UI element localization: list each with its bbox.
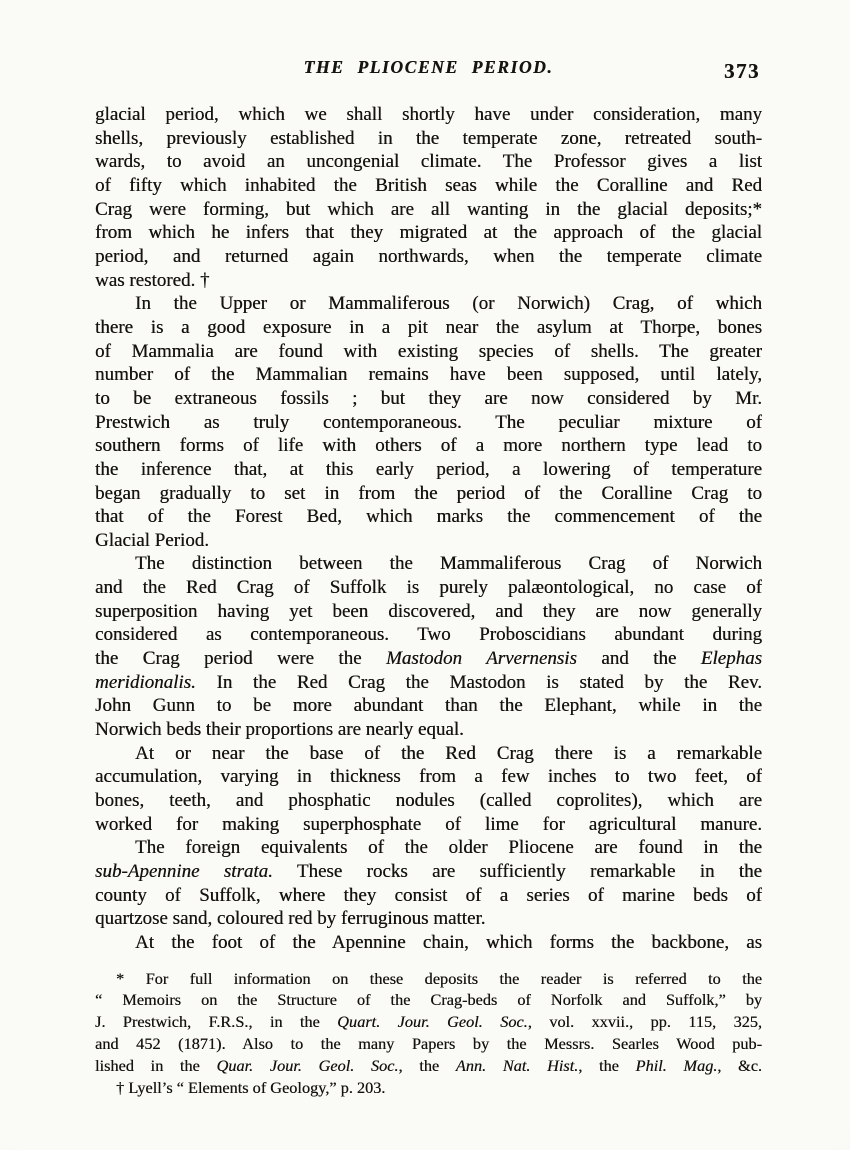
text-segment: southern forms of life with others of a more northern type lead to xyxy=(95,435,762,457)
text-line xyxy=(95,968,762,990)
text-line xyxy=(95,552,762,576)
paragraph xyxy=(95,931,762,955)
text-segment: shells, previously established in the temperate zone, retreated south- xyxy=(95,127,762,149)
text-line xyxy=(95,458,762,482)
text-segment: Crag were forming, but which are all wanting in the glacial deposits;* xyxy=(95,198,762,220)
text-line xyxy=(95,1033,762,1055)
text-segment: there is a good exposure in a pit near the asylum at Thorpe, bones xyxy=(95,316,762,338)
text-segment: number of the Mammalian remains have been supposed, until lately, xyxy=(95,364,762,386)
text-segment: was restored. † xyxy=(95,269,210,291)
italic-text-segment: Mastodon Arvernensis xyxy=(385,648,577,670)
text-line xyxy=(95,103,762,127)
page-header xyxy=(95,57,762,83)
text-segment: Glacial Period. xyxy=(95,529,209,551)
text-line xyxy=(95,198,762,222)
text-segment: quartzose sand, coloured red by ferruginous matter. xyxy=(95,908,486,930)
paragraph xyxy=(95,103,762,292)
text-line xyxy=(95,789,762,813)
text-line xyxy=(95,529,762,553)
paragraph xyxy=(95,552,762,741)
page-number: 373 xyxy=(724,59,760,83)
text-segment: , the xyxy=(578,1055,636,1075)
text-segment: to be extraneous fossils ; but they are now considered by Mr. xyxy=(95,387,762,409)
text-segment: bones, teeth, and phosphatic nodules (called coprolites), which are xyxy=(95,790,762,812)
text-segment: of fifty which inhabited the British seas while the Coralline and Red xyxy=(95,174,762,196)
text-segment: , vol. xxvii., pp. 115, 325, xyxy=(527,1012,762,1032)
text-segment: Norwich beds their proportions are nearly equal. xyxy=(95,719,464,741)
text-line xyxy=(95,860,762,884)
text-segment: began gradually to set in from the period of the Coralline Crag to xyxy=(95,482,762,504)
text-line xyxy=(95,174,762,198)
text-line xyxy=(95,765,762,789)
text-segment: and 452 (1871). Also to the many Papers by the Messrs. Searles Wood pub- xyxy=(95,1034,762,1054)
text-line xyxy=(95,907,762,931)
text-line xyxy=(95,694,762,718)
text-line xyxy=(95,340,762,364)
italic-text-segment: meridionalis. xyxy=(95,671,196,693)
footnotes xyxy=(95,968,762,1099)
text-line xyxy=(95,505,762,529)
page-body xyxy=(95,103,762,955)
text-line xyxy=(95,623,762,647)
text-line xyxy=(95,884,762,908)
text-line xyxy=(95,576,762,600)
text-segment: and the xyxy=(576,648,701,670)
text-segment: lished in the xyxy=(95,1055,217,1075)
text-line xyxy=(95,931,762,955)
text-line xyxy=(95,482,762,506)
paragraph xyxy=(95,742,762,837)
italic-text-segment: Quar. Jour. Geol. Soc. xyxy=(216,1055,399,1075)
text-segment: The distinction between the Mammaliferous Crag of Norwich xyxy=(135,553,762,575)
text-line xyxy=(95,671,762,695)
text-segment: accumulation, varying in thickness from a few inches to two feet, of xyxy=(95,766,762,788)
text-segment: “ Memoirs on the Structure of the Crag-beds of Norfolk and Suffolk,” by xyxy=(95,990,762,1010)
italic-text-segment: Phil. Mag. xyxy=(635,1055,718,1075)
italic-text-segment: Quart. Jour. Geol. Soc. xyxy=(337,1012,528,1032)
text-line xyxy=(95,316,762,340)
text-line xyxy=(95,292,762,316)
text-segment: John Gunn to be more abundant than the Elephant, while in the xyxy=(95,695,762,717)
text-segment: of Mammalia are found with existing species of shells. The greater xyxy=(95,340,762,362)
text-segment: the inference that, at this early period, a lowering of temperature xyxy=(95,458,762,480)
text-line xyxy=(95,836,762,860)
text-segment: period, and returned again northwards, when the temperate climate xyxy=(95,245,762,267)
text-line xyxy=(95,1077,762,1099)
text-segment: † Lyell’s “ Elements of Geology,” p. 203. xyxy=(116,1077,386,1097)
text-line xyxy=(95,150,762,174)
text-line xyxy=(95,221,762,245)
text-line xyxy=(95,647,762,671)
text-segment: At or near the base of the Red Crag there is a remarkable xyxy=(135,742,762,764)
italic-text-segment: Elephas xyxy=(700,648,762,670)
footnote xyxy=(95,1077,762,1099)
text-line xyxy=(95,1011,762,1033)
text-segment: that of the Forest Bed, which marks the commencement of the xyxy=(95,506,762,528)
text-segment: , &c. xyxy=(717,1055,762,1075)
text-line xyxy=(95,363,762,387)
text-segment: These rocks are sufficiently remarkable in the xyxy=(272,861,762,882)
text-segment: worked for making superphosphate of lime for agricultural manure. xyxy=(95,813,762,835)
text-line xyxy=(95,718,762,742)
text-segment: In the Upper or Mammaliferous (or Norwich) Crag, of which xyxy=(135,293,762,315)
text-segment: superposition having yet been discovered, and they are now generally xyxy=(95,600,762,622)
text-line xyxy=(95,127,762,151)
text-line xyxy=(95,245,762,269)
text-segment: and the Red Crag of Suffolk is purely palæontological, no case of xyxy=(95,577,762,599)
text-line xyxy=(95,1055,762,1077)
text-segment: considered as contemporaneous. Two Proboscidians abundant during xyxy=(95,624,762,646)
text-segment: In the Red Crag the Mastodon is stated by the Rev. xyxy=(195,671,762,693)
text-segment: J. Prestwich, F.R.S., in the xyxy=(95,1012,338,1032)
text-line xyxy=(95,434,762,458)
text-segment: * For full information on these deposits the reader is referred to the xyxy=(116,968,762,988)
text-segment: , the xyxy=(398,1055,456,1075)
text-column xyxy=(95,0,762,1098)
text-line xyxy=(95,742,762,766)
text-segment: wards, to avoid an uncongenial climate. The Professor gives a list xyxy=(95,151,762,173)
text-segment: the Crag period were the xyxy=(95,648,386,670)
text-segment: At the foot of the Apennine chain, which forms the backbone, as xyxy=(135,931,762,953)
text-segment: county of Suffolk, where they consist of a series of marine beds of xyxy=(95,884,762,906)
italic-text-segment: sub-Apennine strata. xyxy=(95,861,273,882)
text-segment: Prestwich as truly contemporaneous. The peculiar mixture of xyxy=(95,411,762,433)
text-segment: glacial period, which we shall shortly have under consideration, many xyxy=(95,104,762,125)
text-line xyxy=(95,813,762,837)
text-line xyxy=(95,269,762,293)
footnote xyxy=(95,968,762,1077)
text-line xyxy=(95,600,762,624)
text-segment: from which he infers that they migrated at the approach of the glacial xyxy=(95,222,762,244)
running-title: THE PLIOCENE PERIOD. xyxy=(303,57,554,77)
text-line xyxy=(95,411,762,435)
paragraph xyxy=(95,292,762,552)
text-line xyxy=(95,989,762,1011)
text-line xyxy=(95,387,762,411)
paragraph xyxy=(95,836,762,931)
italic-text-segment: Ann. Nat. Hist. xyxy=(455,1055,579,1075)
text-segment: The foreign equivalents of the older Pliocene are found in the xyxy=(135,837,762,859)
